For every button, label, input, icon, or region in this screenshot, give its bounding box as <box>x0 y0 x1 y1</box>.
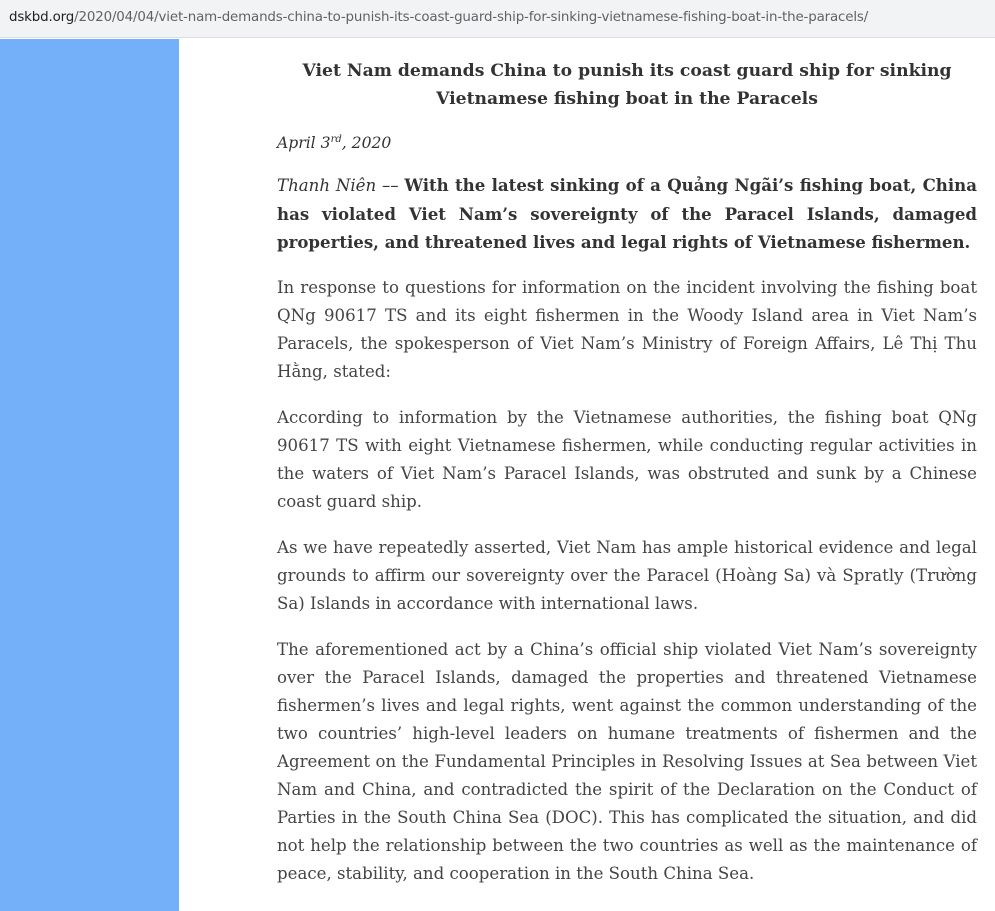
article-lead <box>277 171 977 256</box>
url-text[interactable] <box>9 10 868 25</box>
lead-text: With the latest sinking of a Quảng Ngãi’s fishing boat, China has violated Viet Nam’s sovereignty of the Paracel Islands, damaged properties, and threatened lives and legal rights of Vietnamese fishermen. <box>277 175 977 252</box>
date-prefix: April 3 <box>277 134 331 152</box>
article-title: Viet Nam demands China to punish its coast guard ship for sinking Vietnamese fishing boat in the Paracels <box>302 61 952 109</box>
article <box>277 57 977 888</box>
lead-source: Thanh Niên <box>277 176 377 195</box>
article-paragraph: According to information by the Vietnamese authorities, the fishing boat QNg 90617 TS with eight Vietnamese fishermen, while conducting regular activities in the waters of Viet Nam’s Paracel Islands, was obstruted and sunk by a Chinese coast guard ship. <box>277 408 977 511</box>
date-ordinal-suffix: rd <box>330 133 342 145</box>
date-year: , 2020 <box>341 134 392 152</box>
lead-dash: –– <box>376 176 405 195</box>
article-date <box>277 129 977 157</box>
article-paragraph: The aforementioned act by a China’s official ship violated Viet Nam’s sovereignty over the Paracel Islands, damaged the properties and threatened Vietnamese fishermen’s lives and legal rights, went against the common understanding of the two countries’ high-level leaders on humane treatments of fishermen and the Agreement on the Fundamental Principles in Resolving Issues at Sea between Viet Nam and China, and contradicted the spirit of the Declaration on the Conduct of Parties in the South China Sea (DOC). This has complicated the situation, and did not help the relationship between the two countries as well as the maintenance of peace, stability, and cooperation in the South China Sea. <box>277 640 977 883</box>
url-path: /2020/04/04/viet-nam-demands-china-to-punish-its-coast-guard-ship-for-sinking-vietnamese-fishing-boat-in-the-paracels/ <box>74 10 869 25</box>
url-domain: dskbd.org <box>9 10 75 25</box>
article-paragraph: In response to questions for information on the incident involving the fishing boat QNg 90617 TS and its eight fishermen in the Woody Island area in Viet Nam’s Paracels, the spokesperson of Viet Nam’s Ministry of Foreign Affairs, Lê Thị Thu Hằng, stated: <box>277 278 977 381</box>
article-paragraph: As we have repeatedly asserted, Viet Nam has ample historical evidence and legal grounds to affirm our sovereignty over the Paracel (Hoàng Sa) và Spratly (Trường Sa) Islands in accordance with international laws. <box>277 538 977 613</box>
left-sidebar-band <box>0 39 179 911</box>
address-bar[interactable] <box>0 0 995 38</box>
